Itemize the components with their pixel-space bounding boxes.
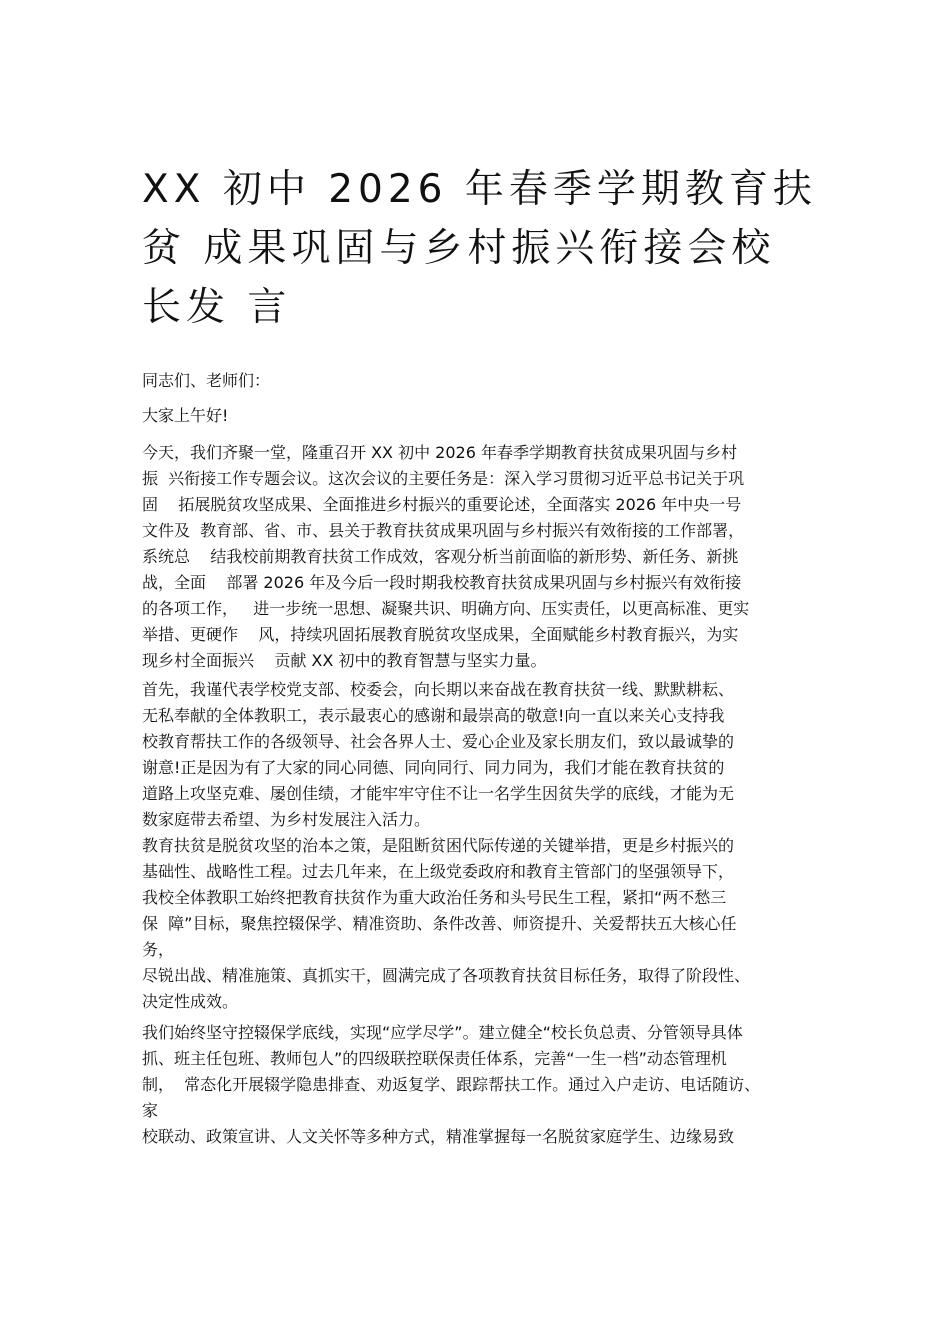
text-line: 家 [142, 1101, 159, 1120]
text-line: 系统总 结我校前期教育扶贫工作成效，客观分析当前面临的新形势、新任务、新挑 [142, 547, 739, 566]
text-line: 现乡村全面振兴 贡献 XX 初中的教育智慧与坚实力量。 [142, 651, 547, 670]
text-line: 道路上攻坚克难、屡创佳绩，才能牢牢守住不让一名学生因贫失学的底线，才能为无 [142, 784, 735, 803]
text-line: 尽锐出战、精准施策、真抓实干，圆满完成了各项教育扶贫目标任务，取得了阶段性、 [142, 966, 751, 985]
paragraph-thanks [142, 677, 832, 833]
text-line: 无私奉献的全体教职工，表示最衷心的感谢和最崇高的敬意!向一直以来关心支持我 [142, 706, 725, 725]
text-line: 战，全面 部署 2026 年及今后一段时期我校教育扶贫成果巩固与乡村振兴有效衔接 [142, 573, 742, 592]
text-line: 抓、班主任包班、教师包人”的四级联控联保责任体系，完善“一生一档”动态管理机 [142, 1049, 727, 1068]
text-line: 校教育帮扶工作的各级领导、社会各界人士、爱心企业及家长朋友们，致以最诚挚的 [142, 732, 735, 751]
text-line: 同志们、老师们： [142, 371, 271, 390]
text-line: 教育扶贫是脱贫攻坚的治本之策，是阻断贫困代际传递的关键举措，更是乡村振兴的 [142, 836, 735, 855]
paragraph-opening [142, 440, 832, 674]
text-line: 我校全体教职工始终把教育扶贫作为重大政治任务和头号民生工程，紧扣“两不愁三 [142, 888, 727, 907]
greeting [142, 403, 832, 429]
text-line: 首先，我谨代表学校党支部、校委会，向长期以来奋战在教育扶贫一线、默默耕耘、 [142, 680, 735, 699]
text-line: 举措、更硬作 风，持续巩固拓展教育脱贫攻坚成果，全面赋能乡村教育振兴，为实 [142, 625, 739, 644]
text-line: 数家庭带去希望、为乡村发展注入活力。 [142, 810, 431, 829]
text-line: 文件及 教育部、省、市、县关于教育扶贫成果巩固与乡村振兴有效衔接的工作部署， [142, 521, 745, 540]
text-line: 校联动、政策宣讲、人文关怀等多种方式，精准掌握每一名脱贫家庭学生、边缘易致 [142, 1127, 735, 1146]
text-line: 决定性成效。 [142, 992, 239, 1011]
text-line: 谢意!正是因为有了大家的同心同德、同向同行、同力同为，我们才能在教育扶贫的 [142, 758, 725, 777]
text-line: 保 障”目标，聚焦控辍保学、精准资助、条件改善、师资提升、关爱帮扶五大核心任 [142, 914, 737, 933]
text-line: 的各项工作， 进一步统一思想、凝聚共识、明确方向、压实责任，以更高标准、更实 [142, 599, 750, 618]
title-line: XX 初中 2026 年春季学期教育扶 [142, 167, 817, 212]
title-line: 贫 成果巩固与乡村振兴衔接会校 [142, 226, 776, 271]
text-line: 基础性、战略性工程。过去几年来，在上级党委政府和教育主管部门的坚强领导下， [142, 862, 735, 881]
salutation [142, 368, 832, 394]
text-line: 固 拓展脱贫攻坚成果、全面推进乡村振兴的重要论述，全面落实 2026 年中央一号 [142, 495, 742, 514]
text-line: 大家上午好! [142, 406, 229, 425]
title-line: 长发 言 [142, 285, 292, 330]
text-line: 制， 常态化开展辍学隐患排查、劝返复学、跟踪帮扶工作。通过入户走访、电话随访、 [142, 1075, 761, 1094]
text-line: 振 兴衔接工作专题会议。这次会议的主要任务是：深入学习贯彻习近平总书记关于巩 [142, 469, 745, 488]
text-line: 务， [142, 940, 175, 959]
paragraph-achievements [142, 833, 832, 1015]
document-title [142, 160, 832, 337]
paragraph-dropout-control [142, 1020, 832, 1150]
text-line: 今天，我们齐聚一堂，隆重召开 XX 初中 2026 年春季学期教育扶贫成果巩固与乡村 [142, 443, 737, 462]
text-line: 我们始终坚守控辍保学底线，实现“应学尽学”。建立健全“校长负总责、分管领导具体 [142, 1023, 743, 1042]
